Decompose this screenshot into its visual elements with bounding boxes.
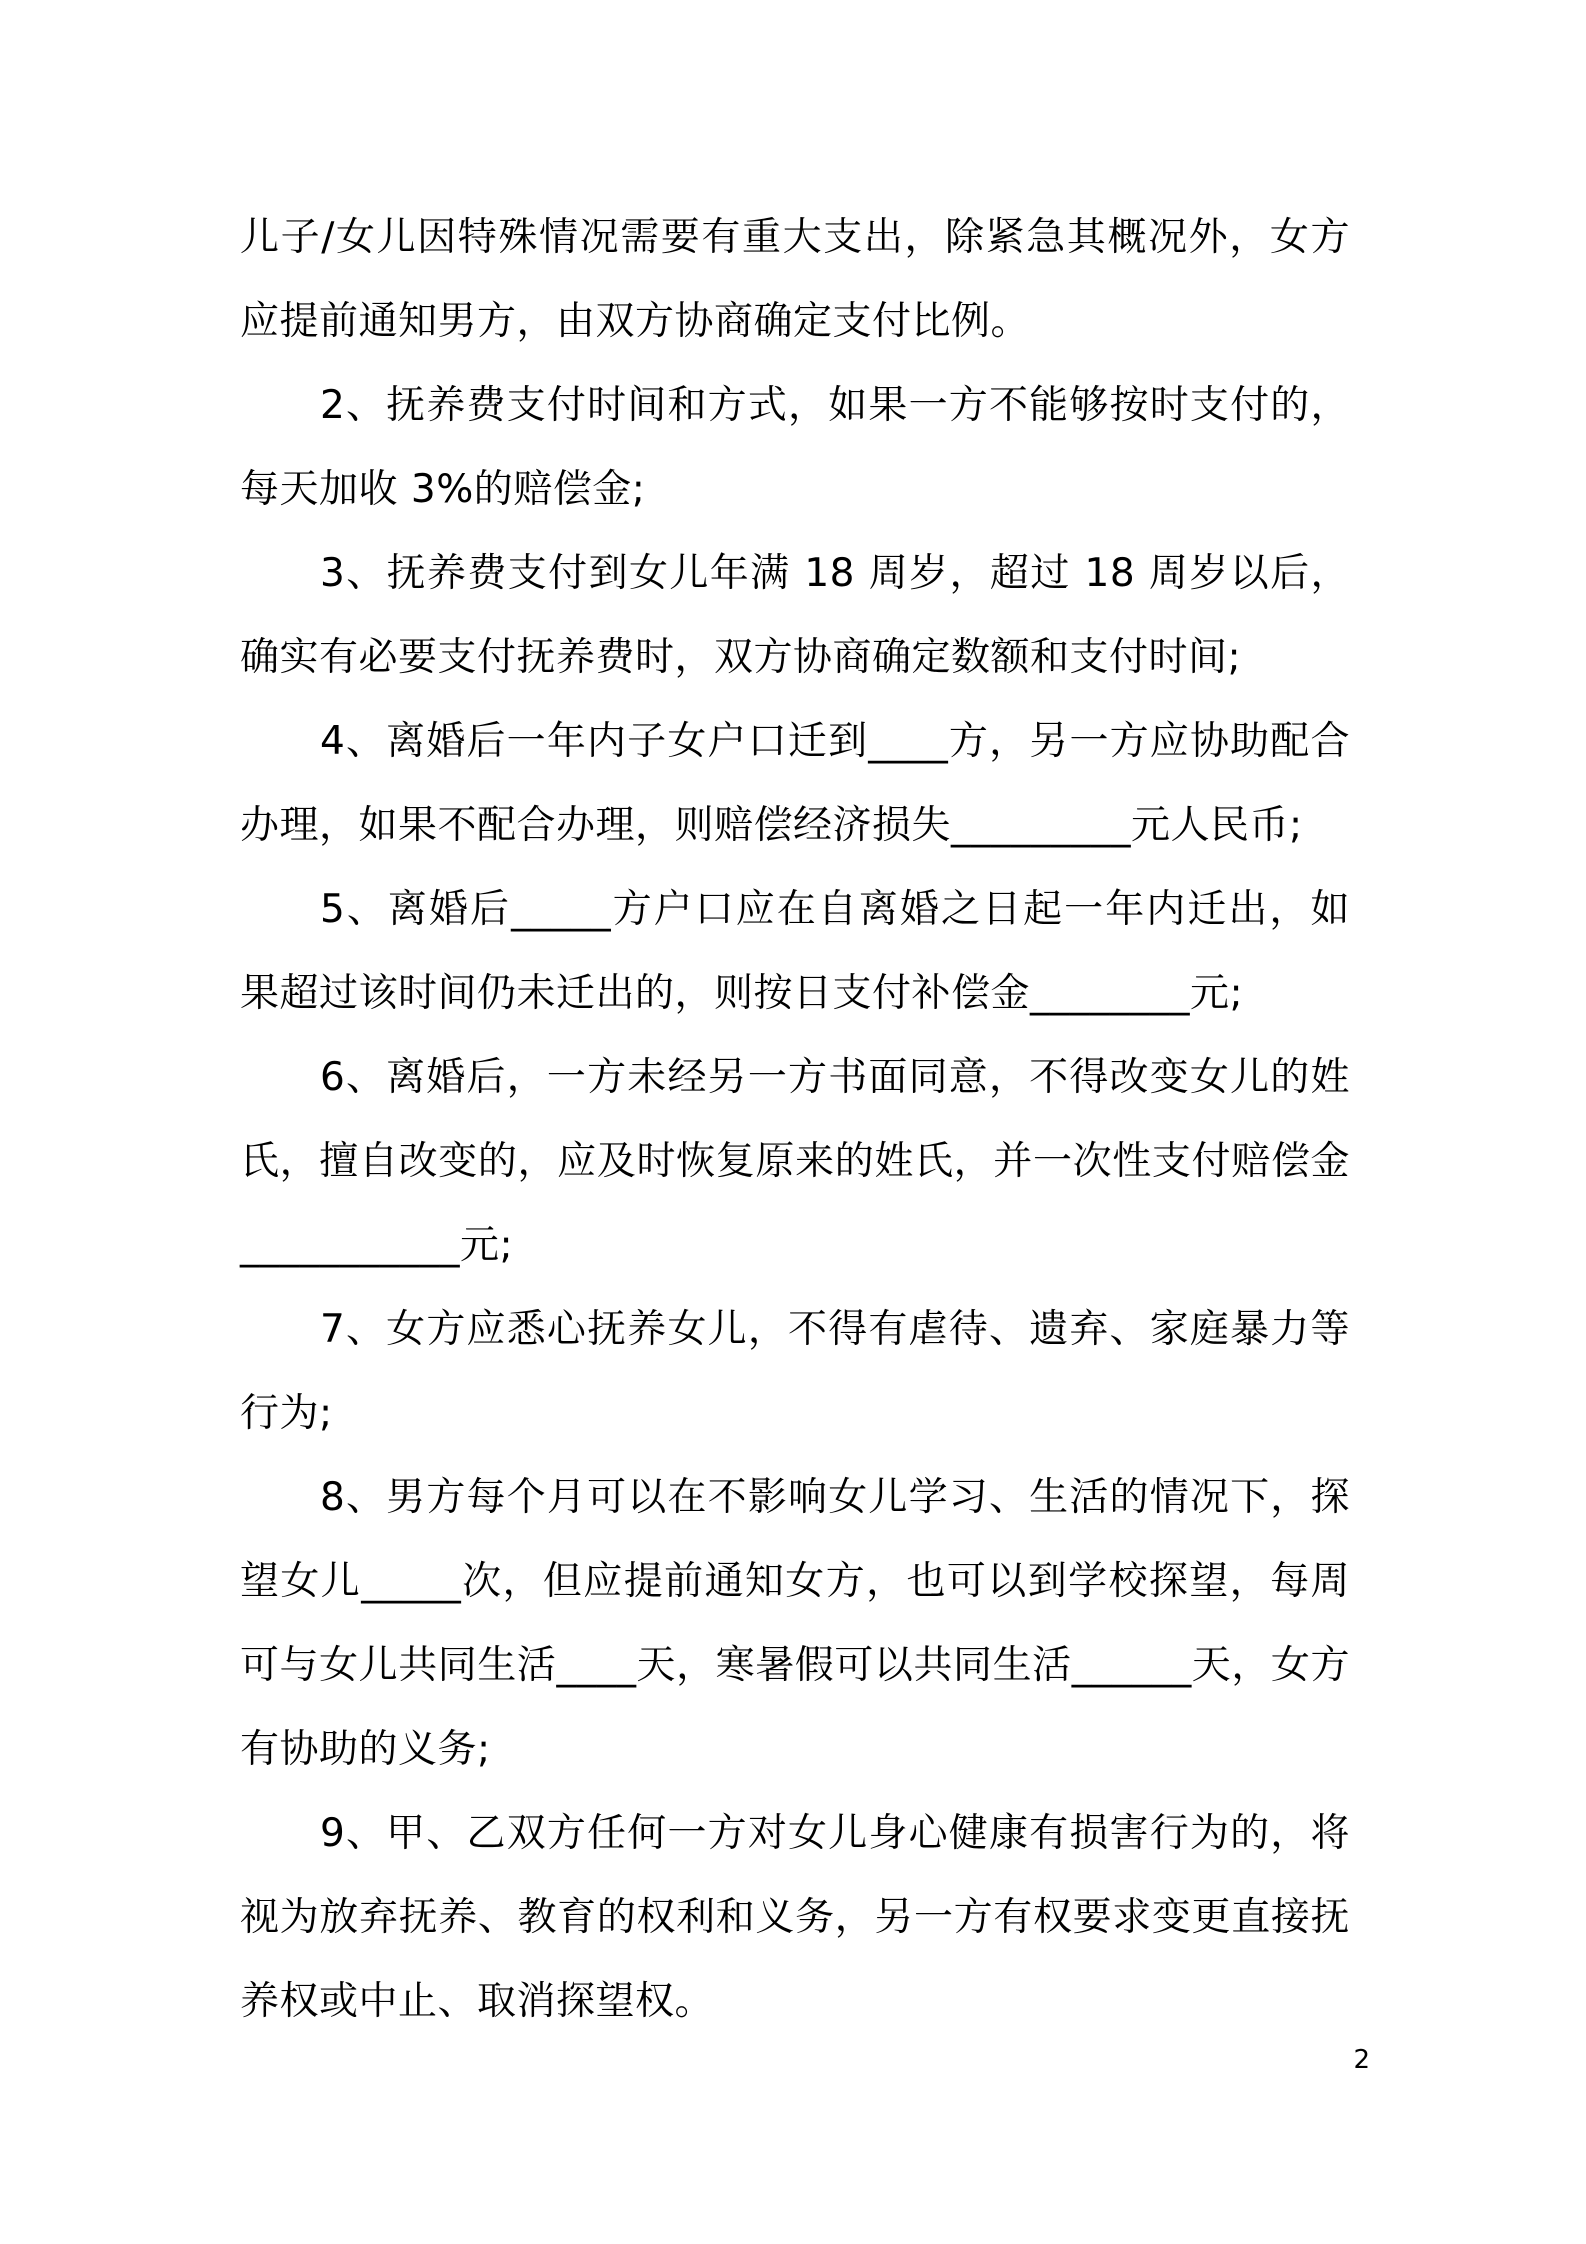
paragraph-clause-5: 5、离婚后_____方户口应在自离婚之日起一年内迁出，如果超过该时间仍未迁出的，则按日支付补偿金________元; [240, 887, 1350, 1016]
paragraph-clause-7: 7、女方应悉心抚养女儿，不得有虐待、遗弃、家庭暴力等行为; [240, 1307, 1350, 1436]
paragraph-clause-8: 8、男方每个月可以在不影响女儿学习、生活的情况下，探望女儿_____次，但应提前通知女方，也可以到学校探望，每周可与女儿共同生活____天，寒暑假可以共同生活______天，女方有协助的义务; [240, 1475, 1350, 1772]
paragraph-clause-9: 9、甲、乙双方任何一方对女儿身心健康有损害行为的，将视为放弃抚养、教育的权利和义务，另一方有权要求变更直接抚养权或中止、取消探望权。 [240, 1811, 1350, 2024]
paragraph-clause-3: 3、抚养费支付到女儿年满 18 周岁，超过 18 周岁以后，确实有必要支付抚养费时，双方协商确定数额和支付时间; [240, 551, 1350, 680]
page-number: 2 [1353, 2045, 1370, 2075]
document-body [240, 196, 1350, 2044]
paragraph-clause-6: 6、离婚后，一方未经另一方书面同意，不得改变女儿的姓氏，擅自改变的，应及时恢复原来的姓氏，并一次性支付赔偿金___________元; [240, 1055, 1350, 1268]
paragraph-clause-4: 4、离婚后一年内子女户口迁到____方，另一方应协助配合办理，如果不配合办理，则赔偿经济损失_________元人民币; [240, 719, 1350, 848]
paragraph-continuation: 儿子/女儿因特殊情况需要有重大支出，除紧急其概况外，女方应提前通知男方，由双方协商确定支付比例。 [240, 215, 1350, 344]
paragraph-clause-2: 2、抚养费支付时间和方式，如果一方不能够按时支付的，每天加收 3%的赔偿金; [240, 383, 1350, 512]
